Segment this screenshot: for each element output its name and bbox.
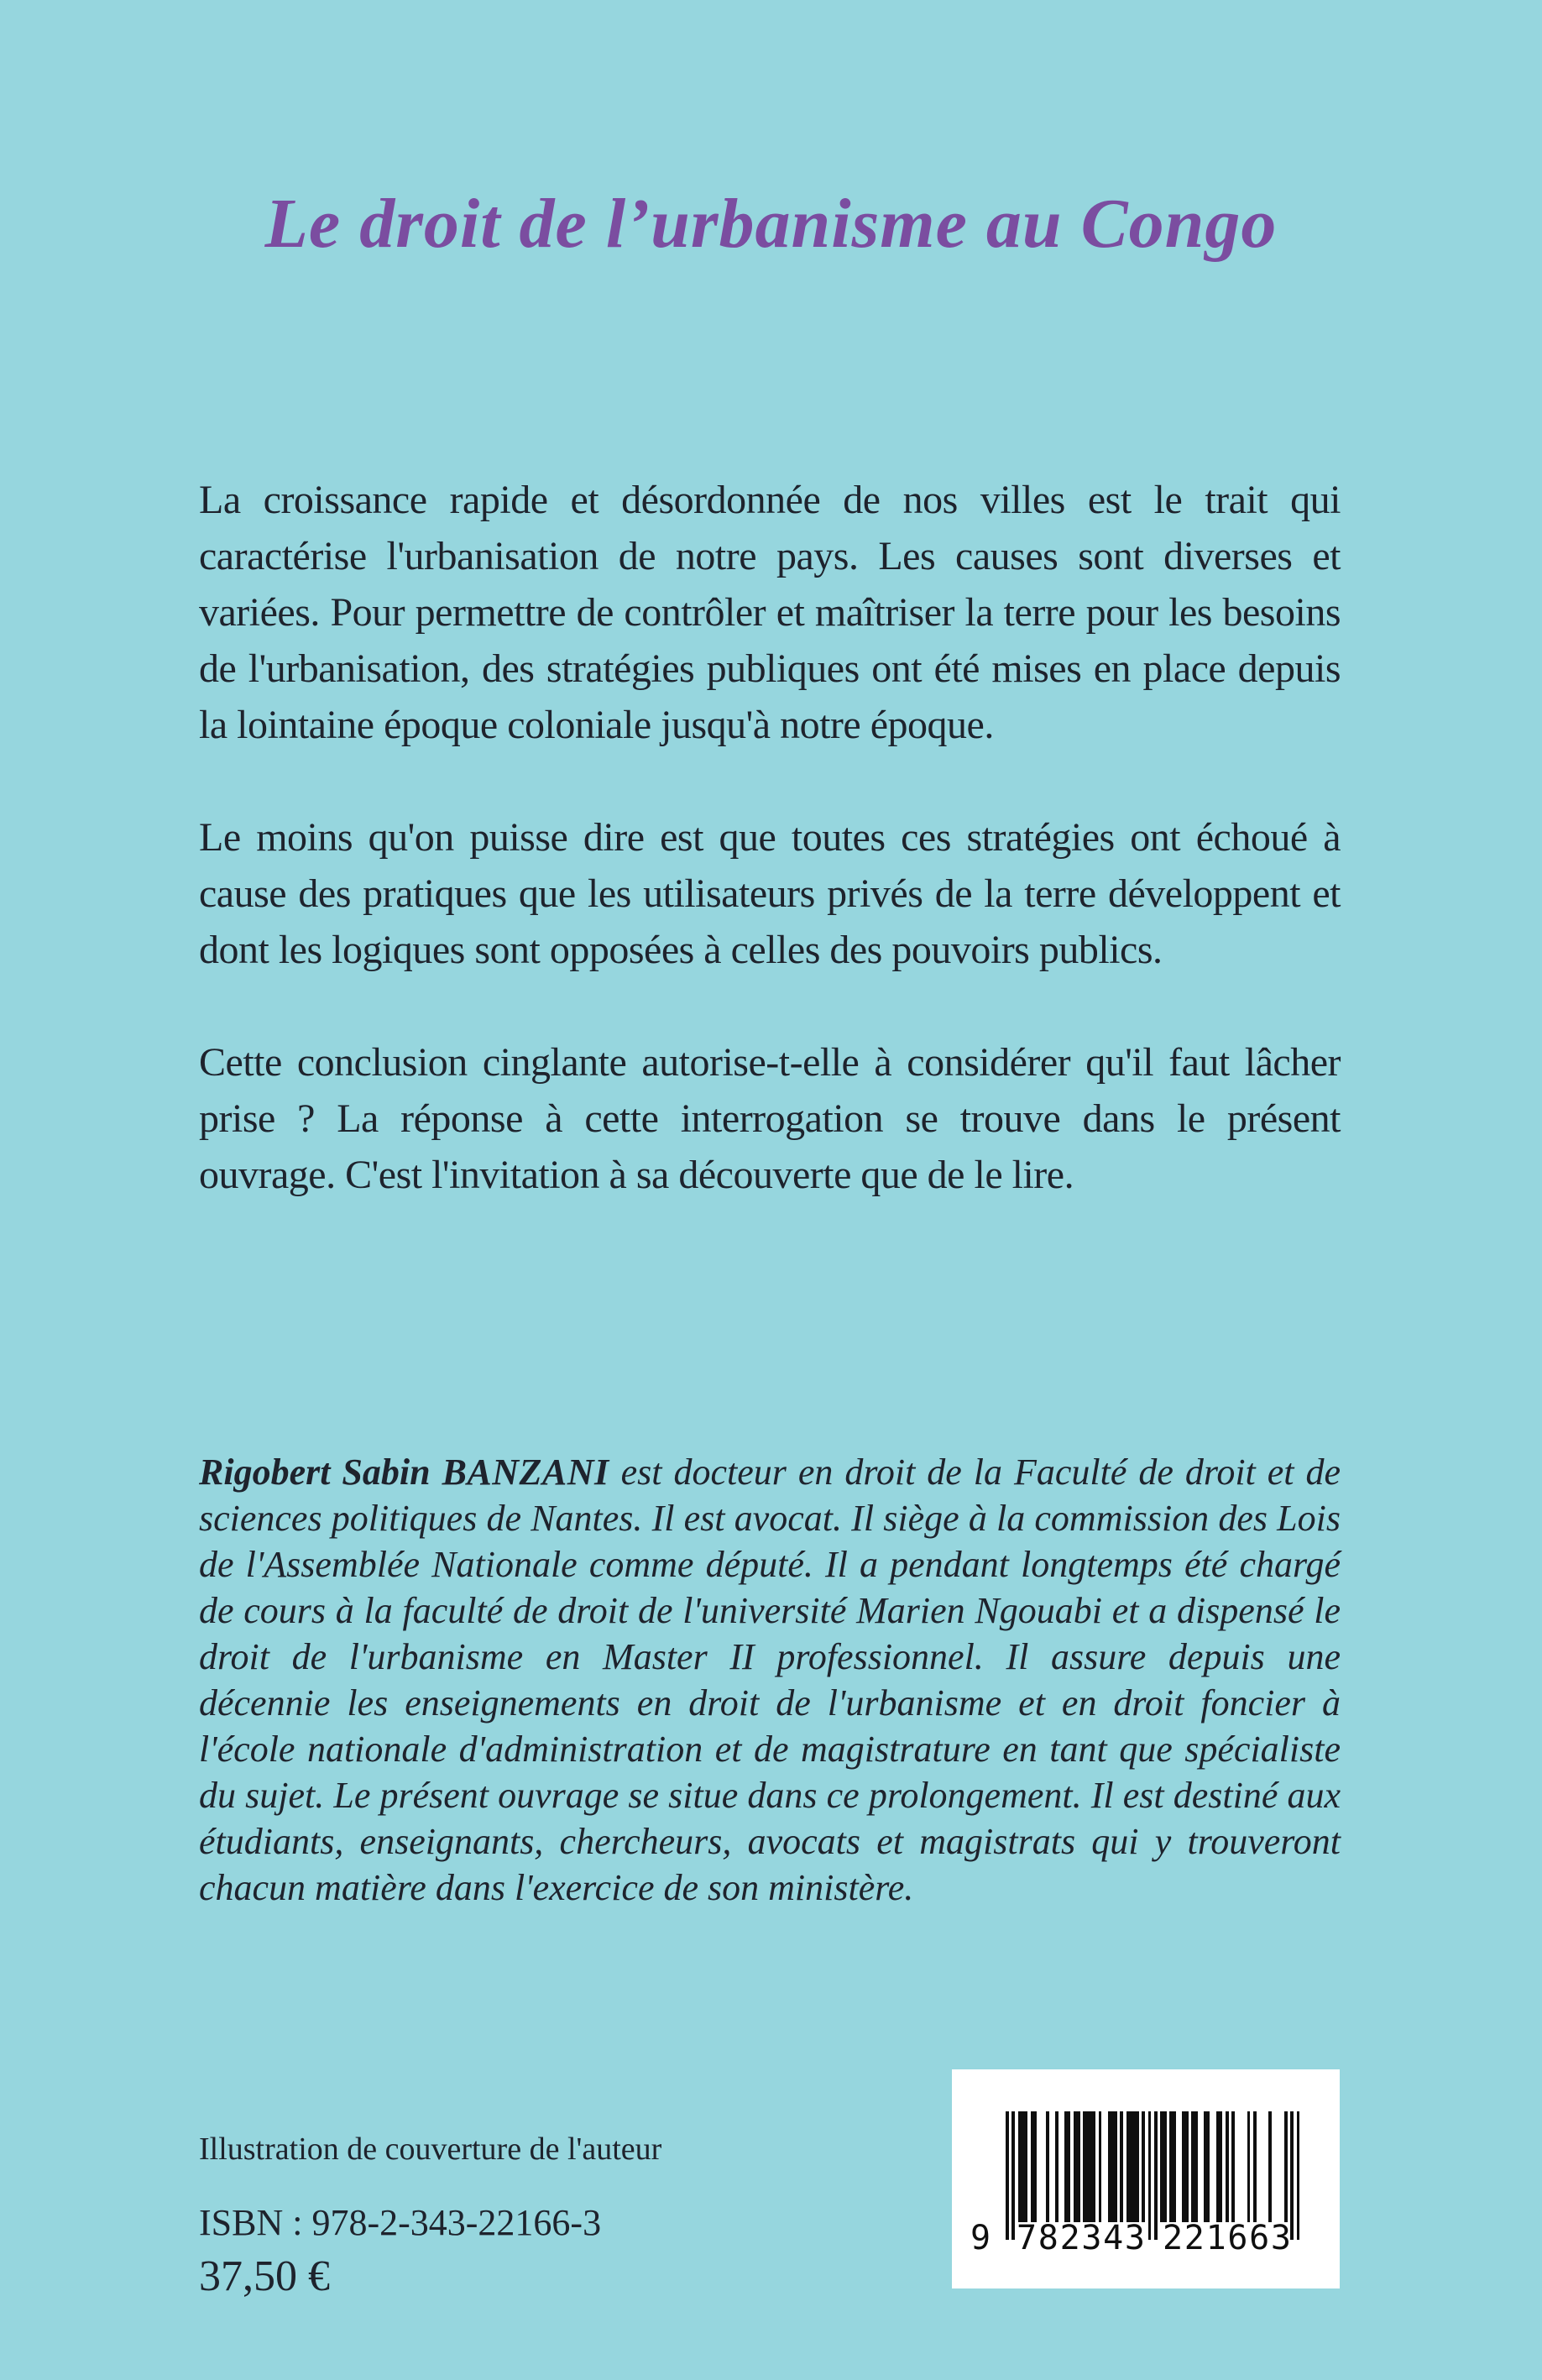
author-bio-text: est docteur en droit de la Faculté de droit et de sciences politiques de Nantes. Il est avocat. Il siège à la commission des Lois de l'Assemblée Nationale comme député. Il a pendant longtemps été chargé de cours à la faculté de droit de l'université Marien Ngouabi et a dispensé le droit de l'urbanisme en Master II professionnel. Il assure depuis une décennie les enseignements en droit de l'urbanisme et en droit foncier à l'école nationale d'administration et de magistrature en tant que spécialiste du sujet. Le présent ouvrage se situe dans ce prolongement. Il est destiné aux étudiants, enseignants, chercheurs, avocats et magistrats qui y trouveront chacun matière dans l'exercice de son ministère. — [199, 1452, 1341, 1908]
synopsis-paragraph-1: La croissance rapide et désordonnée de nos villes est le trait qui caractérise l'urbanisation de notre pays. Les causes sont diverses et variées. Pour permettre de contrôler et maîtriser la terre pour les besoins de l'urbanisation, des stratégies publiques ont été mises en place depuis la lointaine époque coloniale jusqu'à notre époque. — [199, 478, 1341, 747]
barcode-digit: 4 — [1103, 2219, 1124, 2257]
barcode-digit: 8 — [1038, 2219, 1058, 2257]
author-surname: BANZANI — [442, 1452, 609, 1493]
barcode-digits — [952, 2219, 1340, 2261]
ean13-barcode — [952, 2069, 1340, 2288]
price: 37,50 € — [199, 2252, 330, 2300]
barcode-digit: 2 — [1184, 2219, 1205, 2257]
barcode-digit: 6 — [1227, 2219, 1248, 2257]
isbn-number: ISBN : 978-2-343-22166-3 — [199, 2202, 602, 2243]
barcode-digit: 3 — [1270, 2219, 1291, 2257]
synopsis-paragraph-2: Le moins qu'on puisse dire est que toutes ces stratégies ont échoué à cause des pratiques que les utilisateurs privés de la terre développent et dont les logiques sont opposées à celles des pouvoirs publics. — [199, 815, 1341, 972]
book-title: Le droit de l’urbanisme au Congo — [264, 185, 1278, 263]
barcode-digits-right — [1163, 2219, 1291, 2257]
cover-illustration-credit: Illustration de couverture de l'auteur — [199, 2132, 662, 2167]
author-bio — [199, 1449, 1341, 1911]
synopsis-paragraph-3: Cette conclusion cinglante autorise-t-elle à considérer qu'il faut lâcher prise ? La réponse à cette interrogation se trouve dans le présent ouvrage. C'est l'invitation à sa découverte que de le lire. — [199, 1040, 1341, 1197]
barcode-digit: 3 — [1124, 2219, 1145, 2257]
barcode-digits-left — [1017, 2219, 1145, 2257]
barcode-digit-first: 9 — [970, 2219, 991, 2257]
author-bio-paragraph — [199, 1449, 1341, 1911]
barcode-digit: 3 — [1081, 2219, 1102, 2257]
barcode-digit: 2 — [1163, 2219, 1184, 2257]
barcode-digit: 7 — [1017, 2219, 1038, 2257]
synopsis — [199, 472, 1341, 1259]
barcode-digit: 6 — [1249, 2219, 1270, 2257]
author-first-names: Rigobert Sabin — [199, 1452, 431, 1493]
barcode-digit: 2 — [1059, 2219, 1080, 2257]
barcode-digit: 1 — [1205, 2219, 1226, 2257]
